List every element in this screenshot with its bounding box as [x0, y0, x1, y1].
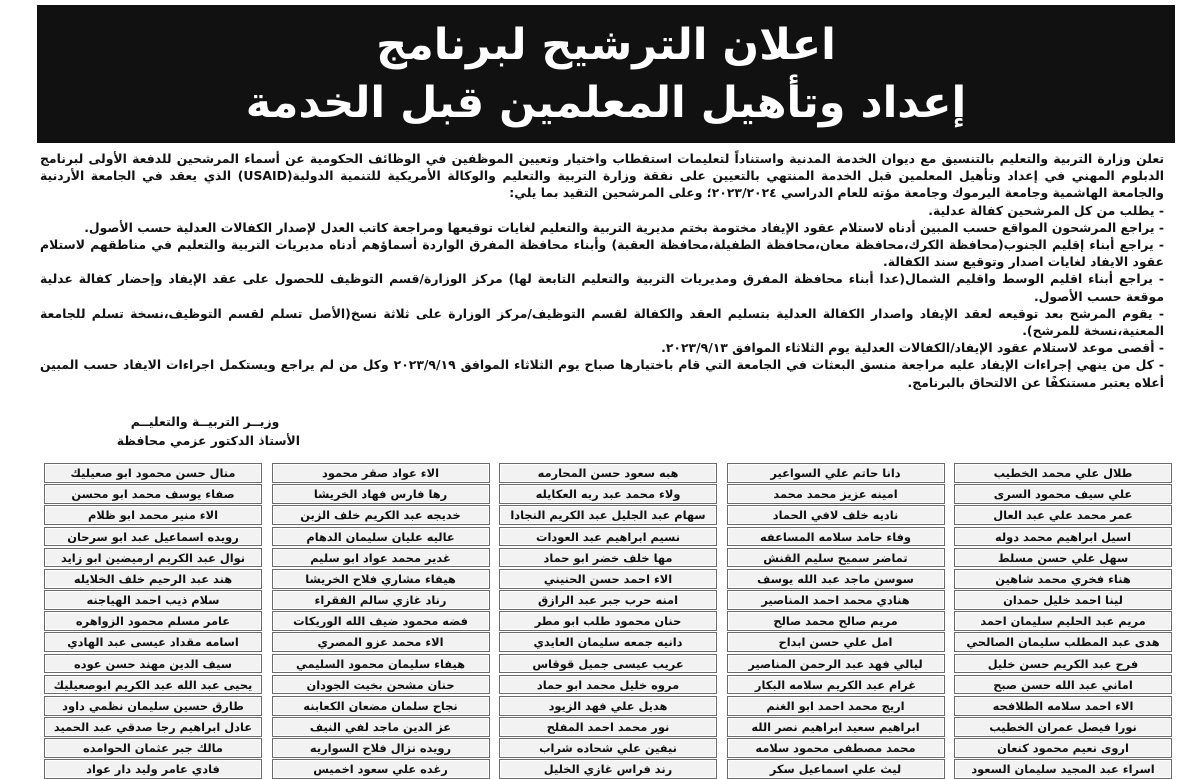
candidate-name: دانا حاتم علي السواعير: [727, 463, 945, 483]
names-column-1: [954, 463, 1172, 779]
instruction-item: - يراجع المرشحون المواقع حسب المبين أدناه لاستلام عقود الإيفاد مختومة بختم مديرية التربية والتعليم لغايات توقيعها ومراجعة كاتب العدل لإصدار الكفالات العدلية حسب الأصول.: [84, 219, 1164, 235]
candidate-name: ليالي فهد عبد الرحمن المناصير: [727, 654, 945, 674]
candidate-name: الاء احمد سلامه الطلافحه: [954, 696, 1172, 716]
candidate-name: خديجه عبد الكريم خلف الزبن: [272, 505, 490, 525]
candidate-name: هبه سعود حسن المحارمه: [499, 463, 717, 483]
minister-signature: [40, 412, 300, 450]
intro-line-3: وجامعة مؤته للعام الدراسي ٢٠٢٣/٢٠٢٤؛ وعلى المرشحين التقيد بما يلي:: [509, 185, 948, 201]
intro-paragraph: [40, 150, 1164, 202]
candidate-name: محمد مصطفى محمود سلامه: [727, 738, 945, 758]
candidate-name: ناديه خلف لافي الحماد: [727, 505, 945, 525]
title-banner: [37, 5, 1175, 143]
candidate-name: هيفاء سليمان محمود السليمي: [272, 654, 490, 674]
candidate-name: حنان محمود طلب ابو مطر: [499, 611, 717, 631]
instruction-item: - يقوم المرشح بعد توقيعه لعقد الإيفاد واصدار الكفالة العدلية بتسليم العقد والكفالة لقسم التوظيف/مركز الوزارة على ثلاثة نسخ(الأصل تسلم لقسم التوظيف،نسخة تسلم للجامعة المعنية،نسخة للمرشح).: [40, 305, 1164, 339]
candidate-name: غرام عبد الكريم سلامه البكار: [727, 675, 945, 695]
candidate-name: طارق حسين سليمان نظمي داود: [44, 696, 262, 716]
candidate-name: اسامه مقداد عيسى عبد الهادي: [44, 632, 262, 652]
names-column-3: [499, 463, 717, 779]
candidate-name: اماني عبد الله حسن صبح: [954, 675, 1172, 695]
candidate-name: فرح عبد الكريم حسن خليل: [954, 654, 1172, 674]
candidate-name: مريم صالح محمد صالح: [727, 611, 945, 631]
candidate-name: الاء عواد صقر محمود: [272, 463, 490, 483]
candidate-name: امينه عزيز محمد محمد: [727, 484, 945, 504]
candidate-name: دانيه جمعه سليمان العايدي: [499, 632, 717, 652]
candidate-name: سهام عبد الجليل عبد الكريم النجادا: [499, 505, 717, 525]
candidate-name: علي سيف محمود السرى: [954, 484, 1172, 504]
candidate-name: تماضر سميح سليم القنش: [727, 548, 945, 568]
candidate-name: نورا فيصل عمران الخطيب: [954, 717, 1172, 737]
candidate-name: عاليه عليان سليمان الدهام: [272, 527, 490, 547]
candidate-name: نسيم ابراهيم عبد العودات: [499, 527, 717, 547]
candidate-name: منال حسن محمود ابو صعيليك: [44, 463, 262, 483]
candidate-name: عريب عيسى جميل قوقاس: [499, 654, 717, 674]
candidate-name: حنان مشحن بخيت الجودان: [272, 675, 490, 695]
candidate-name: هديل علي فهد الزيود: [499, 696, 717, 716]
candidate-name: رويده نزال فلاح السواريه: [272, 738, 490, 758]
candidate-name: فضه محمود ضيف الله الوريكات: [272, 611, 490, 631]
instruction-item: - يراجع أبناء إقليم الجنوب(محافظة الكرك،محافظة معان،محافظة الطفيلة،محافظة العقبة) وأبناء محافظة المفرق الواردة أسماؤهم أدناه مديريات التربية والتعليم في مناطقهم لاستلام عقود الايفاد لغايات اصدار وتوقيع سند الكفالة.: [40, 237, 1164, 270]
intro-line-2: في إعداد وتأهيل المعلمين قبل الخدمة المنتهي بالتعيين على نفقة وزارة التربية والتعليم والوكالة الأمريكية للتنمية الدولية(USAID) الذي يعقد في الجامعة الأردنية والجامعة الهاشمية وجامعة اليرموك: [40, 168, 1164, 201]
candidate-name: رغده علي سعود اخميس: [272, 759, 490, 779]
candidate-name: الاء احمد حسن الحنيني: [499, 569, 717, 589]
candidate-name: مريم عبد الحليم سليمان احمد: [954, 611, 1172, 631]
candidate-name: غدير محمد عواد ابو سليم: [272, 548, 490, 568]
instruction-item: - يراجع أبناء اقليم الوسط واقليم الشمال(عدا أبناء محافظة المفرق ومديريات التربية والتعليم التابعة لها) مركز الوزارة/قسم التوظيف للحصول على عقد الإيفاد وإحضار كفالة عدلية موقعة حسب الأصول.: [40, 271, 1164, 304]
candidate-name: نيفين علي شحاده شراب: [499, 738, 717, 758]
candidate-name: هناء فخري محمد شاهين: [954, 569, 1172, 589]
candidate-name: عامر مسلم محمود الزواهره: [44, 611, 262, 631]
candidate-name: الاء محمد عزو المصري: [272, 632, 490, 652]
candidate-name: صفاء يوسف محمد ابو محسن: [44, 484, 262, 504]
candidate-name: وفاء حامد سلامه المساعفه: [727, 527, 945, 547]
candidate-name: رويده اسماعيل عبد ابو سرحان: [44, 527, 262, 547]
candidate-name: اسيل ابراهيم محمد دوله: [954, 527, 1172, 547]
names-column-5: [44, 463, 262, 779]
candidate-name: سوسن ماجد عبد الله يوسف: [727, 569, 945, 589]
minister-title: وزيــر التربيــة والتعليــم: [130, 414, 280, 429]
candidate-name: سهل علي حسن مسلط: [954, 548, 1172, 568]
candidate-name: نوال عبد الكريم ارميضين ابو زايد: [44, 548, 262, 568]
candidate-name: امل علي حسن ابداح: [727, 632, 945, 652]
candidate-name: اريج محمد احمد ابو الغنم: [727, 696, 945, 716]
candidate-name: الاء منير محمد ابو ظلام: [44, 505, 262, 525]
title-line-1: اعلان الترشيح لبرنامج: [376, 20, 836, 70]
candidate-name: مروه خليل محمد ابو حماد: [499, 675, 717, 695]
candidate-name: اسراء عبد المجيد سليمان السعود: [954, 759, 1172, 779]
candidate-name: سيف الدين مهند حسن عوده: [44, 654, 262, 674]
candidate-name: ولاء محمد عبد ربه العكايله: [499, 484, 717, 504]
candidate-name: عمر محمد علي عبد العال: [954, 505, 1172, 525]
candidate-name: عادل ابراهيم رجا صدقي عبد الحميد: [44, 717, 262, 737]
candidate-name: ابراهيم سعيد ابراهيم نصر الله: [727, 717, 945, 737]
candidate-name: مها خلف خضر ابو حماد: [499, 548, 717, 568]
candidate-name: رند فراس غازي الخليل: [499, 759, 717, 779]
intro-line-1: تعلن وزارة التربية والتعليم بالتنسيق مع ديوان الخدمة المدنية واستناداً لتعليمات استقطاب واختيار وتعيين الموظفين في الوظائف الحكومية عن أسماء المرشحين للدفعة الأولى لبرنامج الدبلوم المهني: [40, 151, 1164, 184]
names-column-4: [272, 463, 490, 779]
candidate-name: هيفاء مشاري فلاح الخريشا: [272, 569, 490, 589]
candidate-name: نور محمد احمد المفلح: [499, 717, 717, 737]
candidate-name: هدى عبد المطلب سليمان الصالحي: [954, 632, 1172, 652]
candidate-name: هنادي محمد احمد المناصير: [727, 590, 945, 610]
names-column-2: [727, 463, 945, 779]
candidate-name: يحيى عبد الله عبد الكريم ابوصعيليك: [44, 675, 262, 695]
candidate-name: هند عبد الرحيم خلف الخلايله: [44, 569, 262, 589]
candidate-name: لينا احمد خليل حمدان: [954, 590, 1172, 610]
minister-name: الأستاذ الدكتور عزمي محافظة: [116, 433, 300, 448]
instruction-item: - يطلب من كل المرشحين كفالة عدلية.: [928, 202, 1164, 218]
candidate-name: طلال علي محمد الخطيب: [954, 463, 1172, 483]
instruction-item: - أقصى موعد لاستلام عقود الإيفاد/الكفالات العدلية يوم الثلاثاء الموافق ٢٠٢٣/٩/١٣.: [661, 340, 1164, 356]
title-line-2: إعداد وتأهيل المعلمين قبل الخدمة: [245, 78, 967, 128]
candidate-name: رناد غازي سالم الفقراء: [272, 590, 490, 610]
candidate-name: سلام ذيب احمد الهياجنه: [44, 590, 262, 610]
candidate-name: اروى نعيم محمود كنعان: [954, 738, 1172, 758]
announcement-body: [40, 150, 1164, 391]
candidate-name: مالك جبر عثمان الحوامده: [44, 738, 262, 758]
candidate-name: ليث علي اسماعيل سكر: [727, 759, 945, 779]
instruction-item: - كل من ينهي إجراءات الإيفاد عليه مراجعة منسق البعثات في الجامعة التي قام باختيارها صباح يوم الثلاثاء الموافق ٢٠٢٣/٩/١٩ وكل من لم يراجع ويستكمل اجراءات الايفاد حسب المبين أعلاه يعتبر مستنكفًا عن الالتحاق بالبرنامج.: [40, 357, 1164, 390]
candidate-name: فادي عامر وليد دار عواد: [44, 759, 262, 779]
candidate-name: امنه حرب جبر عبد الرازق: [499, 590, 717, 610]
candidate-name: نجاح سلمان مضعان الكعابنه: [272, 696, 490, 716]
candidate-name: عز الدين ماجد لفي النيف: [272, 717, 490, 737]
candidates-names-grid: [44, 463, 1172, 779]
candidate-name: رها فارس فهاد الخريشا: [272, 484, 490, 504]
